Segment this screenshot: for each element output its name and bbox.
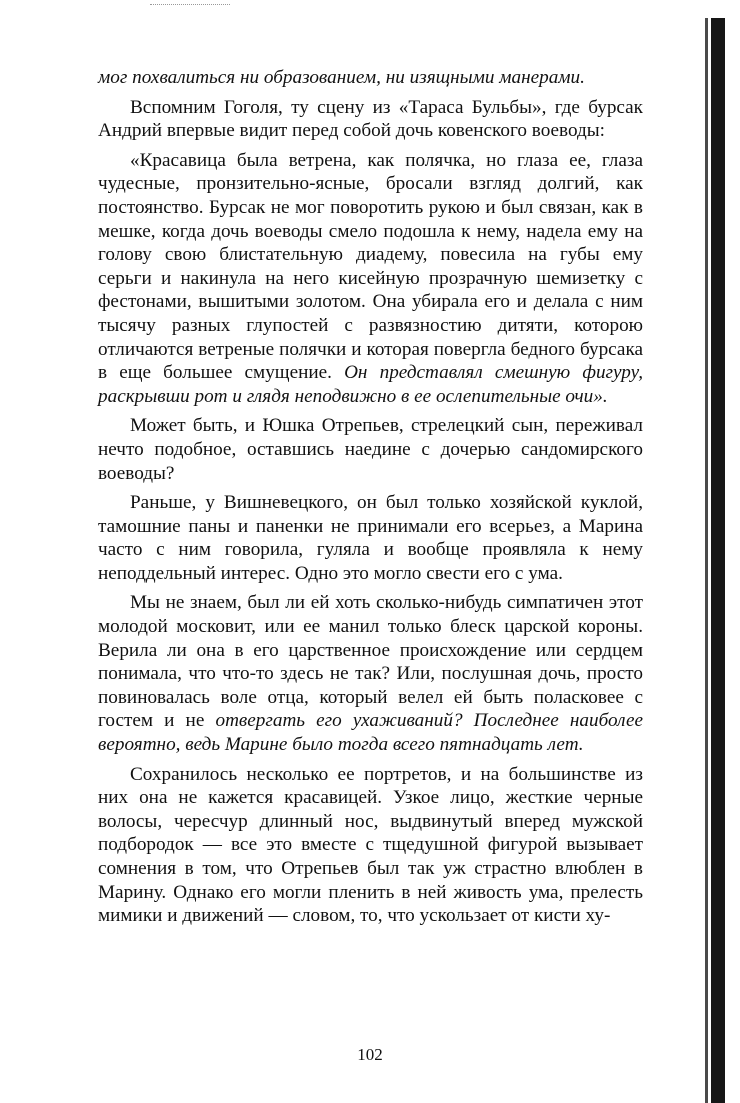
text-segment: мог похвалиться ни образованием, ни изящными манерами. xyxy=(98,67,585,88)
paragraph xyxy=(98,491,643,585)
quote-paragraph xyxy=(98,149,643,409)
text-segment: Может быть, и Юшка Отрепьев, стрелецкий сын, переживал нечто подобное, оставшись наедине с дочерью сандомирского воеводы? xyxy=(98,415,643,484)
paragraph xyxy=(98,96,643,143)
page-number: 102 xyxy=(357,1045,383,1064)
text-segment: Сохранилось несколько ее портретов, и на большинстве из них она не кажется красавицей. Узкое лицо, жесткие черные волосы, чересчур длинный нос, выдвинутый вперед мужской подбородок — все это вместе с тщедушной фигурой вызывает сомнения в том, что Отрепьев был так уж страстно влюблен в Марину. Однако его могли пленить в ней живость ума, прелесть мимики и движений — словом, то, что ускользает от кисти ху- xyxy=(98,763,643,927)
text-segment: Раньше, у Вишневецкого, он был только хозяйской куклой, тамошние паны и паненки не принимали его всерьез, а Марина часто с ним говорила, гуляла и вообще проявляла к нему неподдельный интерес. Одно это могло свести его с ума. xyxy=(98,492,643,584)
text-column xyxy=(98,66,643,934)
paragraph xyxy=(98,414,643,485)
text-segment: Вспомним Гоголя, ту сцену из «Тараса Бульбы», где бурсак Андрий впервые видит перед собой дочь ковенского воеводы: xyxy=(98,96,643,142)
paragraph xyxy=(98,66,643,90)
text-segment: отвергать его ухаживаний? Последнее наиболее вероятно, ведь Марине было тогда всего пятнадцать лет. xyxy=(98,710,643,756)
paragraph xyxy=(98,763,643,928)
paragraph xyxy=(98,591,643,756)
text-segment: Он представлял смешную фигуру, раскрывши рот и глядя неподвижно в ее ослепительные очи». xyxy=(98,362,643,407)
scan-artifact xyxy=(150,4,230,9)
book-spine-shadow xyxy=(711,18,725,1103)
text-segment: «Красавица была ветрена, как полячка, но глаза ее, глаза чудесные, пронзительно-ясные, бросали взгляд долгий, как постоянство. Бурсак не мог поворотить рукою и был связан, как в мешке, когда дочь воеводы смело подошла к нему, надела ему на голову свою блистательную диадему, повесила на губы ему серьги и накинула на него кисейную прозрачную шемизетку с фестонами, вышитыми золотом. Она убирала его и делала с ним тысячу разных глупостей с развязностию дитяти, которою отличаются ветреные полячки и которая повергла бедного бурсака в еще большее смущение. xyxy=(98,149,643,384)
book-spine-edge xyxy=(705,18,708,1103)
text-segment: Мы не знаем, был ли ей хоть сколько-нибудь симпатичен этот молодой московит, или ее манил только блеск царской короны. Верила ли она в его царственное происхождение или сердцем понимала, что что-то здесь не так? Или, послушная дочь, просто повиновалась воле отца, который велел ей быть поласковее с гостем и не xyxy=(98,592,643,732)
